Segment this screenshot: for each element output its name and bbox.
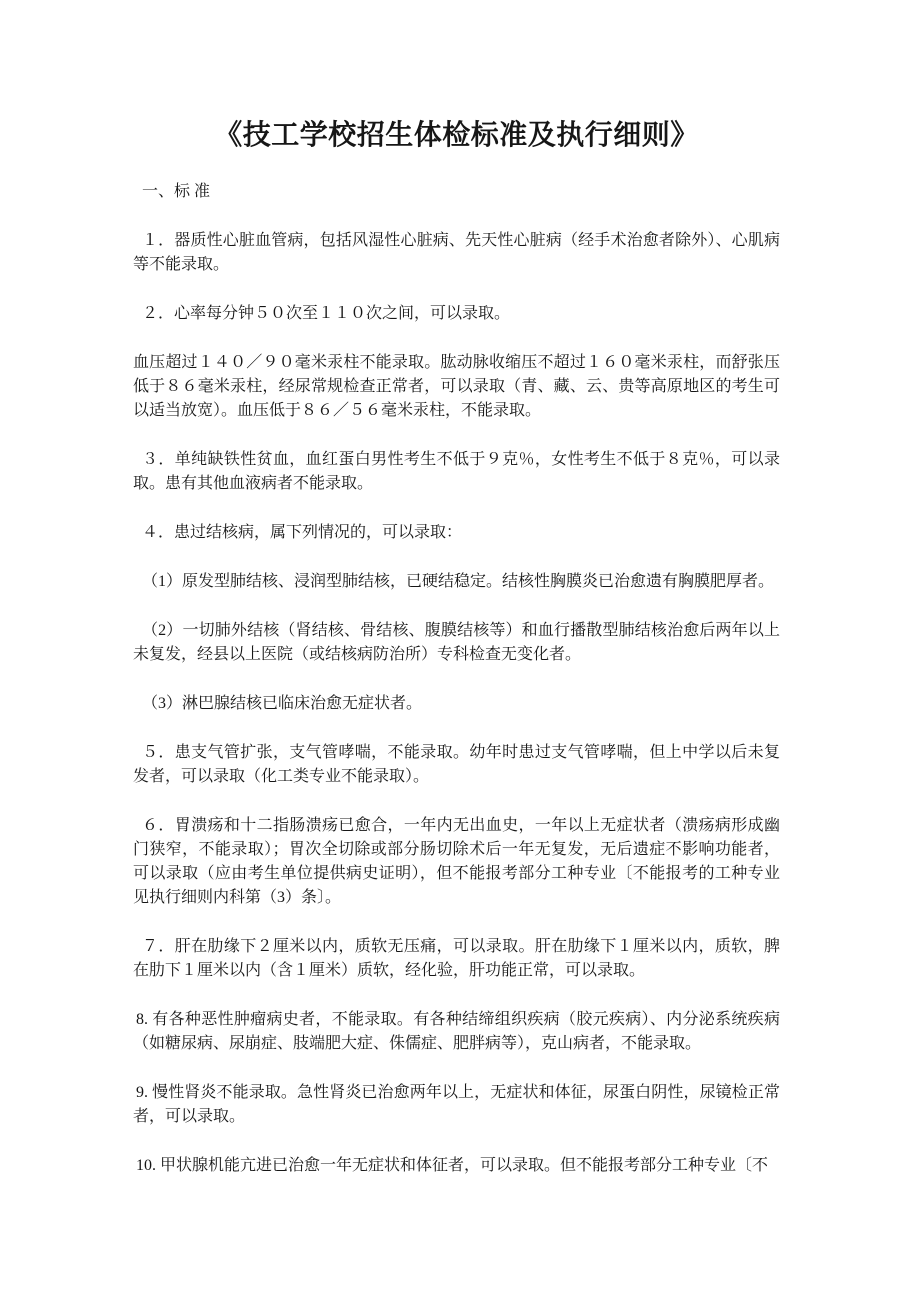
paragraph-blood-pressure: 血压超过１４０／９０毫米汞柱不能录取。肱动脉收缩压不超过１６０毫米汞柱，而舒张压低于８６毫米汞柱，经尿常规检查正常者，可以录取（青、藏、云、贵等高原地区的考生可以适当放宽）。血压低于８６／５６毫米汞柱，不能录取。 — [133, 354, 780, 419]
paragraph-item-4-sub-2: （2）一切肺外结核（肾结核、骨结核、腹膜结核等）和血行播散型肺结核治愈后两年以上未复发，经县以上医院（或结核病防治所）专科检查无变化者。 — [133, 622, 780, 663]
paragraph-item-8: 8. 有各种恶性肿瘤病史者，不能录取。有各种结缔组织疾病（胶元疾病）、内分泌系统疾病（如糖尿病、尿崩症、肢端肥大症、侏儒症、肥胖病等），克山病者，不能录取。 — [133, 1011, 780, 1052]
paragraph-item-4: ４．患过结核病，属下列情况的，可以录取： — [142, 524, 463, 541]
paragraph-item-4-sub-1: （1）原发型肺结核、浸润型肺结核，已硬结稳定。结核性胸膜炎已治愈遗有胸膜肥厚者。 — [142, 573, 775, 590]
paragraph-item-2: ２．心率每分钟５０次至１１０次之间，可以录取。 — [142, 305, 511, 322]
paragraph-item-9: 9. 慢性肾炎不能录取。急性肾炎已治愈两年以上，无症状和体征，尿蛋白阴性，尿镜检正常者，可以录取。 — [133, 1084, 780, 1125]
paragraph-item-10: 10. 甲状腺机能亢进已治愈一年无症状和体征者，可以录取。但不能报考部分工种专业〔不 — [136, 1157, 769, 1174]
section-heading: 一、标 准 — [142, 183, 211, 200]
paragraph-item-7: ７．肝在肋缘下２厘米以内，质软无压痛，可以录取。肝在肋缘下１厘米以内，质软，脾在肋下１厘米以内（含１厘米）质软，经化验，肝功能正常，可以录取。 — [133, 938, 780, 979]
paragraph-item-5: ５．患支气管扩张，支气管哮喘，不能录取。幼年时患过支气管哮喘，但上中学以后未复发者，可以录取（化工类专业不能录取）。 — [133, 744, 780, 785]
paragraph-item-3: ３．单纯缺铁性贫血，血红蛋白男性考生不低于９克％，女性考生不低于８克％，可以录取。患有其他血液病者不能录取。 — [133, 451, 780, 492]
paragraph-item-1: １．器质性心脏血管病，包括风湿性心脏病、先天性心脏病（经手术治愈者除外）、心肌病等不能录取。 — [133, 232, 780, 273]
paragraph-item-4-sub-3: （3）淋巴腺结核已临床治愈无症状者。 — [142, 695, 423, 712]
document-title: 《技工学校招生体检标准及执行细则》 — [214, 120, 699, 151]
paragraph-item-6: ６．胃溃疡和十二指肠溃疡已愈合，一年内无出血史，一年以上无症状者（溃疡病形成幽门狭窄，不能录取）；胃次全切除或部分肠切除术后一年无复发，无后遗症不影响功能者，可以录取（应由考生单位提供病史证明），但不能报考部分工种专业〔不能报考的工种专业见执行细则内科第（3）条〕。 — [133, 817, 780, 906]
